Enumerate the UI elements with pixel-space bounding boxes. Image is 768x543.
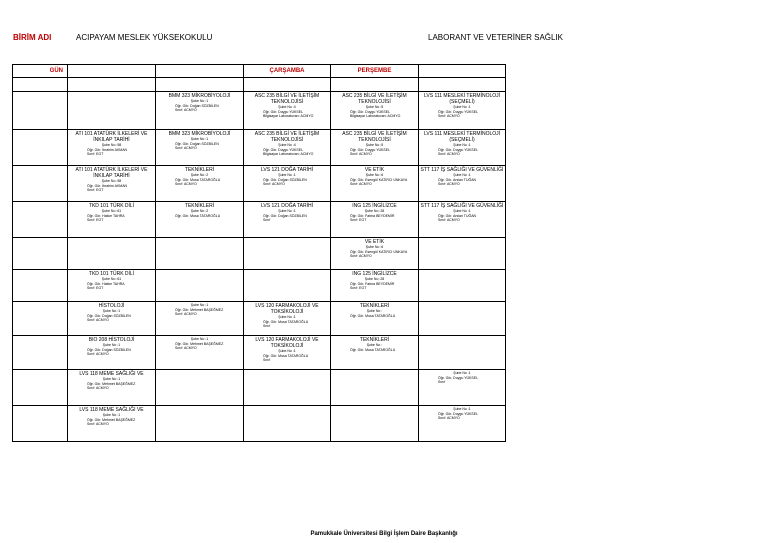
course-title: LVS 118 MEME SAĞLIĞI VE bbox=[79, 371, 144, 377]
table-row bbox=[13, 270, 506, 302]
course-title: ASC 235 BİLGİ VE İLETİŞİM TEKNOLOJİSİ bbox=[342, 131, 407, 143]
instructor-name: Öğr. Gör. Duygu YÜKSEL bbox=[438, 411, 479, 416]
section-number: Şube No : bbox=[366, 343, 383, 347]
course-title: ING 125 İNGİLİZCE bbox=[352, 203, 397, 209]
column-header: PERŞEMBE bbox=[331, 65, 419, 78]
section-number: Şube No :1 bbox=[453, 371, 471, 375]
course-title: ASC 235 BİLGİ VE İLETİŞİM TEKNOLOJİSİ bbox=[254, 93, 320, 105]
classroom: Sınıf: ACMYO bbox=[438, 114, 460, 119]
schedule-table bbox=[12, 64, 506, 442]
section-number: Şube No :1 bbox=[102, 413, 121, 417]
section-number: Şube No :5 bbox=[365, 143, 384, 147]
schedule-cell bbox=[156, 270, 244, 302]
classroom: Sınıf: ACMYO bbox=[87, 352, 109, 357]
section-number: Şube No :1 bbox=[453, 105, 471, 109]
schedule-cell bbox=[244, 78, 331, 92]
schedule-cell bbox=[419, 302, 506, 336]
instructor-name: Öğr. Gör. Musa TATAROĞLU bbox=[175, 177, 221, 182]
course-title: STT 117 İŞ SAĞLIĞI VE GÜVENLİĞİ bbox=[420, 203, 504, 209]
instructor-name: Öğr. Gör. Hatice TAHRA bbox=[87, 213, 125, 218]
schedule-cell bbox=[244, 370, 331, 406]
course-title: TEKNİKLERİ bbox=[184, 167, 215, 173]
course-title: ASC 235 BİLGİ VE İLETİŞİM TEKNOLOJİSİ bbox=[254, 131, 320, 143]
schedule-cell bbox=[331, 336, 419, 370]
instructor-name: Öğr. Gör. Duygu YÜKSEL bbox=[438, 109, 479, 114]
section-number: Şube No :1 bbox=[190, 137, 209, 141]
column-header bbox=[156, 65, 244, 78]
instructor-name: Öğr. Gör. Arslan TUĞAN bbox=[438, 177, 477, 182]
section-number: Şube No :2 bbox=[190, 173, 209, 177]
instructor-name: Öğr. Gör. Musa TATAROĞLU bbox=[263, 319, 309, 324]
schedule-cell bbox=[331, 130, 419, 166]
classroom: Sınıf: ACMYO bbox=[175, 108, 197, 113]
instructor-name: Öğr. Gör. Mehmet BAŞEĞMEZ bbox=[175, 341, 224, 346]
footer-text: Pamukkale Üniversitesi Bilgi İşlem Daire Başkanlığı bbox=[310, 531, 458, 537]
school-name: ACIPAYAM MESLEK YÜKSEKOKULU bbox=[76, 33, 213, 42]
course-title: LVS 121 DOĞA TARİHİ bbox=[261, 203, 313, 209]
table-row bbox=[13, 202, 506, 238]
schedule-cell bbox=[13, 92, 68, 130]
instructor-name: Öğr. Gör. Duygu YÜKSEL bbox=[438, 375, 479, 380]
course-title: LVS 121 DOĞA TARİHİ bbox=[261, 167, 313, 173]
section-number: Şube No :1 bbox=[190, 303, 209, 307]
schedule-cell bbox=[156, 302, 244, 336]
column-header bbox=[68, 65, 156, 78]
instructor-name: Öğr. Gör. Musa TATAROĞLU bbox=[175, 213, 221, 218]
schedule-cell bbox=[419, 130, 506, 166]
classroom: Sınıf: EGT bbox=[87, 152, 104, 157]
instructor-name: Öğr. Gör. Duygu YÜKSEL bbox=[350, 147, 391, 152]
instructor-name: Öğr. Gör. İbrahim AKMAN bbox=[87, 183, 128, 188]
section-number: Şube No :1 bbox=[102, 377, 121, 381]
section-number: Şube No :1 bbox=[453, 407, 471, 411]
course-title: STT 117 İŞ SAĞLIĞI VE GÜVENLİĞİ bbox=[420, 167, 504, 173]
schedule-cell bbox=[156, 202, 244, 238]
course-title: ING 125 İNGİLİZCE bbox=[352, 271, 397, 277]
table-row bbox=[13, 166, 506, 202]
course-title: VE ETİK bbox=[364, 167, 385, 173]
schedule-cell bbox=[68, 238, 156, 270]
schedule-cell bbox=[68, 270, 156, 302]
schedule-cell bbox=[331, 92, 419, 130]
section-number: Şube No :1 bbox=[453, 209, 471, 213]
schedule-cell bbox=[331, 202, 419, 238]
schedule-cell bbox=[13, 202, 68, 238]
schedule-cell bbox=[244, 406, 331, 442]
course-title: TEKNİKLERİ bbox=[359, 303, 390, 309]
section-number: Şube No : bbox=[366, 309, 383, 313]
table-row bbox=[13, 406, 506, 442]
schedule-cell bbox=[13, 78, 68, 92]
classroom: Sınıf: EGT bbox=[350, 286, 367, 291]
classroom: Sınıf: ACMYO bbox=[87, 318, 109, 323]
schedule-cell bbox=[244, 92, 331, 130]
course-title: BMM 323 MİKROBİYOLOJİ bbox=[168, 93, 231, 99]
table-row bbox=[13, 238, 506, 270]
course-title: TKD 101 TÜRK DİLİ bbox=[88, 203, 135, 209]
schedule-cell bbox=[156, 336, 244, 370]
schedule-cell bbox=[68, 370, 156, 406]
instructor-name: Öğr. Gör. Musa TATAROĞLU bbox=[350, 347, 396, 352]
course-title: TKD 101 TÜRK DİLİ bbox=[88, 271, 135, 277]
classroom: Sınıf bbox=[438, 380, 446, 385]
schedule-cell bbox=[244, 270, 331, 302]
schedule-cell bbox=[244, 130, 331, 166]
instructor-name: Öğr. Gör. Mehmet BAŞEĞMEZ bbox=[87, 417, 136, 422]
section-number: Şube No :2 bbox=[190, 209, 209, 213]
schedule-cell bbox=[419, 78, 506, 92]
schedule-cell bbox=[419, 406, 506, 442]
schedule-cell bbox=[13, 370, 68, 406]
classroom: Bilgisayar Laboratuvarı: ACMYO bbox=[350, 114, 401, 119]
schedule-cell bbox=[156, 92, 244, 130]
instructor-name: Öğr. Gör. Esengül KATIRCI ÜNKAYA bbox=[350, 249, 408, 254]
instructor-name: Öğr. Gör. Fatma BEYDEMİR bbox=[350, 213, 395, 218]
section-number: Şube No :1 bbox=[102, 309, 121, 313]
instructor-name: Öğr. Gör. Esengül KATIRCI ÜNKAYA bbox=[350, 177, 408, 182]
instructor-name: Öğr. Gör. Doğan SÖZBİLEN bbox=[87, 347, 131, 352]
classroom: Sınıf: ACMYO bbox=[350, 152, 372, 157]
course-title: ATI 101 ATATÜRK İLKELERİ VE İNKILAP TARİHİ bbox=[75, 167, 148, 179]
section-number: Şube No :6 bbox=[365, 173, 384, 177]
instructor-name: Öğr. Gör. Duygu YÜKSEL bbox=[350, 109, 391, 114]
schedule-cell bbox=[13, 270, 68, 302]
schedule-cell bbox=[419, 92, 506, 130]
schedule-cell bbox=[68, 166, 156, 202]
classroom: Sınıf: ACMYO bbox=[87, 422, 109, 427]
course-title: HİSTOLOJİ bbox=[98, 303, 125, 309]
schedule-cell bbox=[244, 238, 331, 270]
course-title: TEKNİKLERİ bbox=[359, 337, 390, 343]
instructor-name: Öğr. Gör. Musa TATAROĞLU bbox=[350, 313, 396, 318]
course-title: LVS 111 MESLEKİ TERMİNOLOJİ (SEÇMELİ) bbox=[423, 93, 501, 105]
column-header: ÇARŞAMBA bbox=[244, 65, 331, 78]
section-number: Şube No :1 bbox=[190, 99, 209, 103]
classroom: Sınıf bbox=[263, 358, 271, 363]
section-number: Şube No :1 bbox=[278, 173, 296, 177]
schedule-cell bbox=[68, 130, 156, 166]
instructor-name: Öğr. Gör. Doğan SÖZBİLEN bbox=[263, 213, 307, 218]
schedule-cell bbox=[156, 130, 244, 166]
schedule-cell bbox=[13, 166, 68, 202]
schedule-cell bbox=[13, 336, 68, 370]
schedule-cell bbox=[419, 270, 506, 302]
column-header bbox=[419, 65, 506, 78]
schedule-cell bbox=[68, 78, 156, 92]
instructor-name: Öğr. Gör. Mehmet BAŞEĞMEZ bbox=[175, 307, 224, 312]
schedule-cell bbox=[68, 406, 156, 442]
schedule-cell bbox=[13, 238, 68, 270]
department-name: LABORANT VE VETERİNER SAĞLIK bbox=[428, 33, 564, 42]
section-number: Şube No :61 bbox=[101, 277, 122, 281]
section-number: Şube No :28 bbox=[364, 209, 385, 213]
course-title: LVS 120 FARMAKOLOJİ VE TOKSİKOLOJİ bbox=[255, 337, 319, 349]
schedule-cell bbox=[244, 336, 331, 370]
classroom: Sınıf: ACMYO bbox=[263, 182, 285, 187]
section-number: Şube No :28 bbox=[364, 277, 385, 281]
instructor-name: Öğr. Gör. Doğan SÖZBİLEN bbox=[263, 177, 307, 182]
section-number: Şube No :1 bbox=[453, 173, 471, 177]
classroom: Bilgisayar Laboratuvarı: ACMYO bbox=[263, 114, 314, 119]
instructor-name: Öğr. Gör. Fatma BEYDEMİR bbox=[350, 281, 395, 286]
section-number: Şube No :1 bbox=[190, 337, 209, 341]
schedule-cell bbox=[331, 270, 419, 302]
section-number: Şube No :58 bbox=[101, 143, 122, 147]
schedule-cell bbox=[244, 302, 331, 336]
classroom: Sınıf bbox=[263, 324, 271, 329]
schedule-cell bbox=[13, 302, 68, 336]
section-number: Şube No :4 bbox=[278, 105, 296, 109]
schedule-cell bbox=[13, 406, 68, 442]
section-number: Şube No :6 bbox=[365, 245, 384, 249]
schedule-cell bbox=[68, 92, 156, 130]
schedule-cell bbox=[419, 202, 506, 238]
section-number: Şube No :1 bbox=[453, 143, 471, 147]
table-row bbox=[13, 65, 506, 78]
table-row bbox=[13, 370, 506, 406]
instructor-name: Öğr. Gör. Duygu YÜKSEL bbox=[263, 147, 304, 152]
classroom: Sınıf: EGT bbox=[87, 218, 104, 223]
section-number: Şube No :1 bbox=[278, 315, 296, 319]
table-row bbox=[13, 302, 506, 336]
classroom: Sınıf: ACMYO bbox=[175, 182, 197, 187]
table-row bbox=[13, 92, 506, 130]
section-number: Şube No :1 bbox=[278, 209, 296, 213]
instructor-name: Öğr. Gör. Doğan SÖZBİLEN bbox=[87, 313, 131, 318]
schedule-cell bbox=[156, 238, 244, 270]
section-number: Şube No :1 bbox=[278, 349, 296, 353]
schedule-cell bbox=[68, 336, 156, 370]
unit-label: BİRİM ADI bbox=[13, 33, 52, 42]
course-title: VE ETİK bbox=[364, 239, 385, 245]
instructor-name: Öğr. Gör. Hatice TAHRA bbox=[87, 281, 125, 286]
classroom: Sınıf: ACMYO bbox=[175, 346, 197, 351]
course-title: LVS 120 FARMAKOLOJİ VE TOKSİKOLOJİ bbox=[255, 303, 319, 315]
course-title: LVS 111 MESLEKİ TERMİNOLOJİ (SEÇMELİ) bbox=[423, 131, 501, 143]
classroom: Sınıf: ACMYO bbox=[175, 146, 197, 151]
schedule-cell bbox=[331, 166, 419, 202]
classroom: Sınıf: ACMYO bbox=[438, 182, 460, 187]
classroom: Sınıf: ACMYO bbox=[175, 312, 197, 317]
classroom: Sınıf bbox=[263, 218, 271, 223]
day-header: GÜN bbox=[13, 65, 68, 78]
section-number: Şube No :1 bbox=[102, 343, 121, 347]
classroom: Sınıf: ACMYO bbox=[87, 386, 109, 391]
schedule-cell bbox=[331, 406, 419, 442]
classroom: Sınıf: ACMYO bbox=[438, 152, 460, 157]
classroom: Sınıf: ACMYO bbox=[438, 416, 460, 421]
schedule-cell bbox=[331, 302, 419, 336]
schedule-cell bbox=[156, 166, 244, 202]
table-row bbox=[13, 78, 506, 92]
section-number: Şube No :4 bbox=[278, 143, 296, 147]
classroom: Sınıf: EGT bbox=[87, 286, 104, 291]
course-title: ASC 235 BİLGİ VE İLETİŞİM TEKNOLOJİSİ bbox=[342, 93, 407, 105]
classroom: Bilgisayar Laboratuvarı: ACMYO bbox=[263, 152, 314, 157]
section-number: Şube No :61 bbox=[101, 209, 122, 213]
course-title: BIO 208 HİSTOLOJİ bbox=[88, 337, 135, 343]
schedule-cell bbox=[244, 166, 331, 202]
table-row bbox=[13, 336, 506, 370]
course-title: BMM 323 MİKROBİYOLOJİ bbox=[168, 131, 231, 137]
classroom: Sınıf: ACMYO bbox=[350, 254, 372, 259]
instructor-name: Öğr. Gör. Musa TATAROĞLU bbox=[263, 353, 309, 358]
schedule-cell bbox=[68, 202, 156, 238]
course-title: TEKNİKLERİ bbox=[184, 203, 215, 209]
instructor-name: Öğr. Gör. Duygu YÜKSEL bbox=[263, 109, 304, 114]
section-number: Şube No :58 bbox=[101, 179, 122, 183]
section-number: Şube No :5 bbox=[365, 105, 384, 109]
schedule-cell bbox=[156, 78, 244, 92]
schedule-cell bbox=[156, 370, 244, 406]
schedule-cell bbox=[419, 336, 506, 370]
table-row bbox=[13, 130, 506, 166]
schedule-cell bbox=[13, 130, 68, 166]
course-title: ATI 101 ATATÜRK İLKELERİ VE İNKILAP TARİHİ bbox=[75, 131, 148, 143]
instructor-name: Öğr. Gör. Mehmet BAŞEĞMEZ bbox=[87, 381, 136, 386]
instructor-name: Öğr. Gör. Duygu YÜKSEL bbox=[438, 147, 479, 152]
schedule-cell bbox=[331, 370, 419, 406]
instructor-name: Öğr. Gör. Doğan SÖZBİLEN bbox=[175, 141, 219, 146]
schedule-cell bbox=[419, 166, 506, 202]
instructor-name: Öğr. Gör. İbrahim AKMAN bbox=[87, 147, 128, 152]
classroom: Sınıf: ACMYO bbox=[350, 182, 372, 187]
schedule-cell bbox=[419, 370, 506, 406]
course-title: LVS 118 MEME SAĞLIĞI VE bbox=[79, 407, 144, 413]
schedule-cell bbox=[68, 302, 156, 336]
classroom: Sınıf: EGT bbox=[87, 188, 104, 193]
schedule-cell bbox=[244, 202, 331, 238]
schedule-cell bbox=[331, 78, 419, 92]
schedule-cell bbox=[419, 238, 506, 270]
instructor-name: Öğr. Gör. Arslan TUĞAN bbox=[438, 213, 477, 218]
schedule-cell bbox=[156, 406, 244, 442]
classroom: Sınıf: EGT bbox=[350, 218, 367, 223]
instructor-name: Öğr. Gör. Doğan SÖZBİLEN bbox=[175, 103, 219, 108]
schedule-cell bbox=[331, 238, 419, 270]
classroom: Sınıf: ACMYO bbox=[438, 218, 460, 223]
